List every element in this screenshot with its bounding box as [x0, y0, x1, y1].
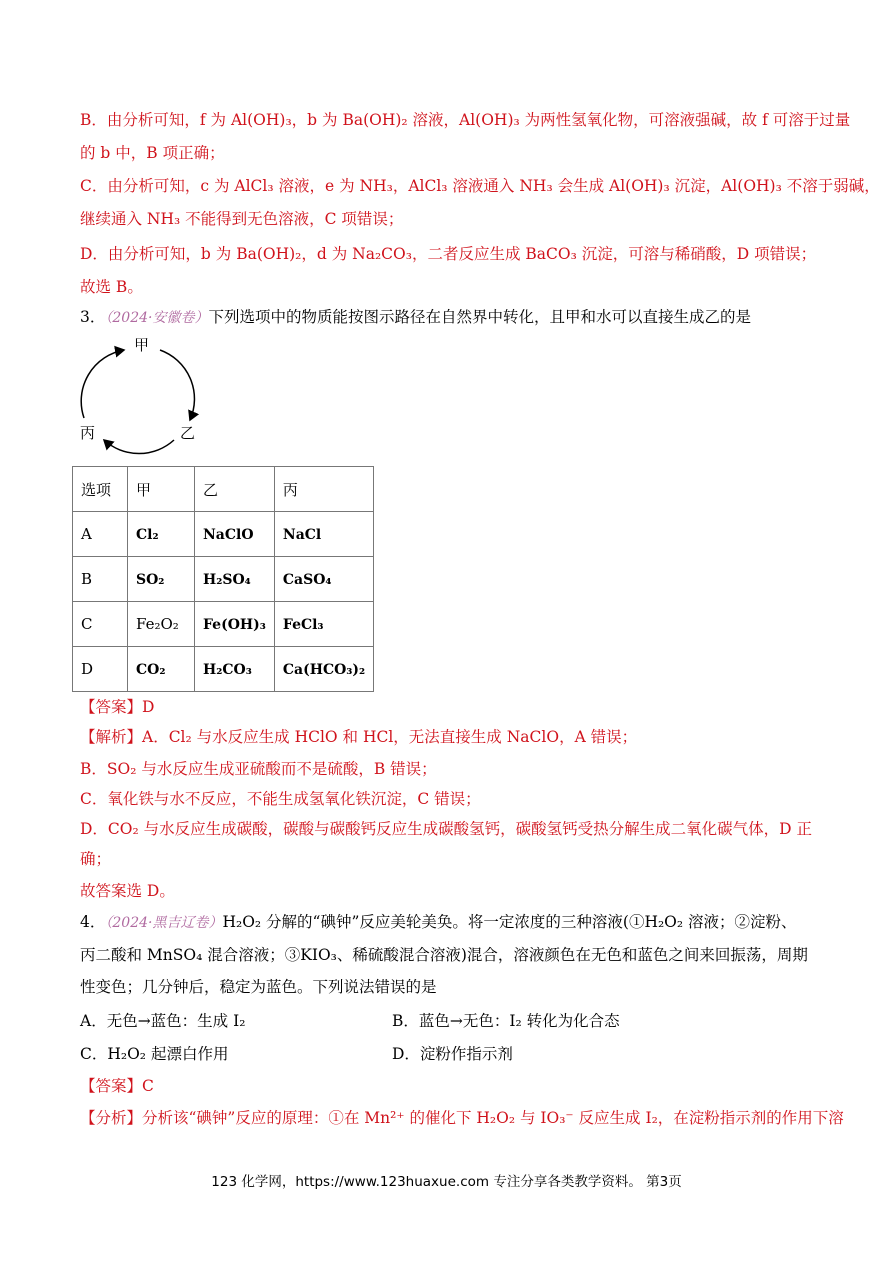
page-footer: 123 化学网，https://www.123huaxue.com 专注分享各类教学资料。 第3页 — [211, 1174, 682, 1190]
table-row — [73, 602, 374, 647]
option-a: A．无色→蓝色：生成 I₂ — [80, 1012, 246, 1030]
table-cell: H₂SO₄ — [203, 572, 251, 588]
node-jia: 甲 — [134, 336, 150, 354]
option-b-analysis-line1: B．由分析可知，f 为 Al(OH)₃，b 为 Ba(OH)₂ 溶液，Al(OH)₃ 为两性氢氧化物，可溶液强碱，故 f 可溶于过量 — [80, 111, 851, 129]
header-cell: 乙 — [195, 467, 275, 512]
cycle-diagram — [72, 330, 212, 460]
table-cell: SO₂ — [136, 572, 165, 588]
q3-analysis-d2: 确； — [80, 850, 112, 868]
option-d-analysis-line1: D．由分析可知，b 为 Ba(OH)₂，d 为 Na₂CO₃，二者反应生成 BaCO₃ 沉淀，可溶与稀硝酸，D 项错误； — [80, 245, 817, 263]
table-header-row — [73, 467, 374, 512]
table-cell: C — [73, 602, 128, 647]
node-yi: 乙 — [180, 424, 196, 442]
table-cell: CaSO₄ — [282, 572, 332, 588]
table-cell: FeCl₃ — [282, 617, 324, 633]
table-cell: Cl₂ — [136, 527, 159, 543]
option-d: D．淀粉作指示剂 — [392, 1045, 513, 1063]
q4-answer: 【答案】C — [80, 1077, 154, 1095]
question-text: H₂O₂ 分解的“碘钟”反应美轮美奂。将一定浓度的三种溶液(①H₂O₂ 溶液；②淀粉、 — [222, 913, 797, 931]
q3-analysis-b: B．SO₂ 与水反应生成亚硫酸而不是硫酸，B 错误； — [80, 760, 437, 778]
question-source: （2024·黑吉辽卷） — [105, 915, 223, 931]
option-b: B．蓝色→无色：I₂ 转化为化合态 — [392, 1012, 620, 1030]
question-4-stem-line2: 丙二酸和 MnSO₄ 混合溶液；③KIO₃、稀硫酸混合溶液)混合，溶液颜色在无色和蓝色之间来回振荡，周期 — [80, 946, 808, 964]
header-cell: 丙 — [274, 467, 373, 512]
table-cell: NaCl — [282, 527, 322, 543]
table-cell: Fe₂O₂ — [128, 602, 195, 647]
table-cell: Ca(HCO₃)₂ — [282, 662, 366, 678]
table-cell: CO₂ — [136, 662, 166, 678]
table-cell: Fe(OH)₃ — [203, 617, 266, 633]
header-cell: 选项 — [73, 467, 128, 512]
question-number: 4． — [80, 913, 106, 931]
q3-conclusion: 故答案选 D。 — [80, 882, 175, 900]
table-cell: H₂CO₃ — [203, 662, 252, 678]
table-cell: D — [73, 647, 128, 692]
question-number: 3． — [80, 308, 106, 326]
node-bing: 丙 — [80, 424, 96, 442]
table-cell: NaClO — [203, 527, 254, 543]
q4-analysis: 【分析】分析该“碘钟”反应的原理：①在 Mn²⁺ 的催化下 H₂O₂ 与 IO₃⁻ 反应生成 I₂，在淀粉指示剂的作用下溶 — [80, 1109, 844, 1127]
question-3-stem — [80, 307, 751, 328]
option-c-analysis-line2: 继续通入 NH₃ 不能得到无色溶液，C 项错误； — [80, 210, 404, 228]
q3-analysis-d1: D．CO₂ 与水反应生成碳酸，碳酸与碳酸钙反应生成碳酸氢钙，碳酸氢钙受热分解生成二氧化碳气体，D 正 — [80, 820, 812, 838]
option-b-analysis-line2: 的 b 中，B 项正确； — [80, 144, 225, 162]
option-c: C．H₂O₂ 起漂白作用 — [80, 1045, 229, 1063]
conclusion-line: 故选 B。 — [80, 278, 143, 296]
question-4-stem-line1 — [80, 912, 797, 933]
table-row — [73, 512, 374, 557]
table-cell: A — [73, 512, 128, 557]
option-c-analysis-line1: C．由分析可知，c 为 AlCl₃ 溶液，e 为 NH₃，AlCl₃ 溶液通入 NH₃ 会生成 Al(OH)₃ 沉淀，Al(OH)₃ 不溶于弱碱， — [80, 177, 880, 195]
table-row — [73, 557, 374, 602]
question-text: 下列选项中的物质能按图示路径在自然界中转化，且甲和水可以直接生成乙的是 — [208, 308, 751, 326]
q3-analysis-a: 【解析】A．Cl₂ 与水反应生成 HClO 和 HCl，无法直接生成 NaClO，A 错误； — [80, 728, 638, 746]
question-source: （2024·安徽卷） — [105, 310, 209, 326]
table-cell: B — [73, 557, 128, 602]
header-cell: 甲 — [128, 467, 195, 512]
table-row — [73, 647, 374, 692]
question-4-stem-line3: 性变色；几分钟后，稳定为蓝色。下列说法错误的是 — [80, 978, 437, 996]
q3-answer: 【答案】D — [80, 698, 155, 716]
options-table — [72, 466, 374, 692]
q3-analysis-c: C．氧化铁与水不反应，不能生成氢氧化铁沉淀，C 错误； — [80, 790, 481, 808]
